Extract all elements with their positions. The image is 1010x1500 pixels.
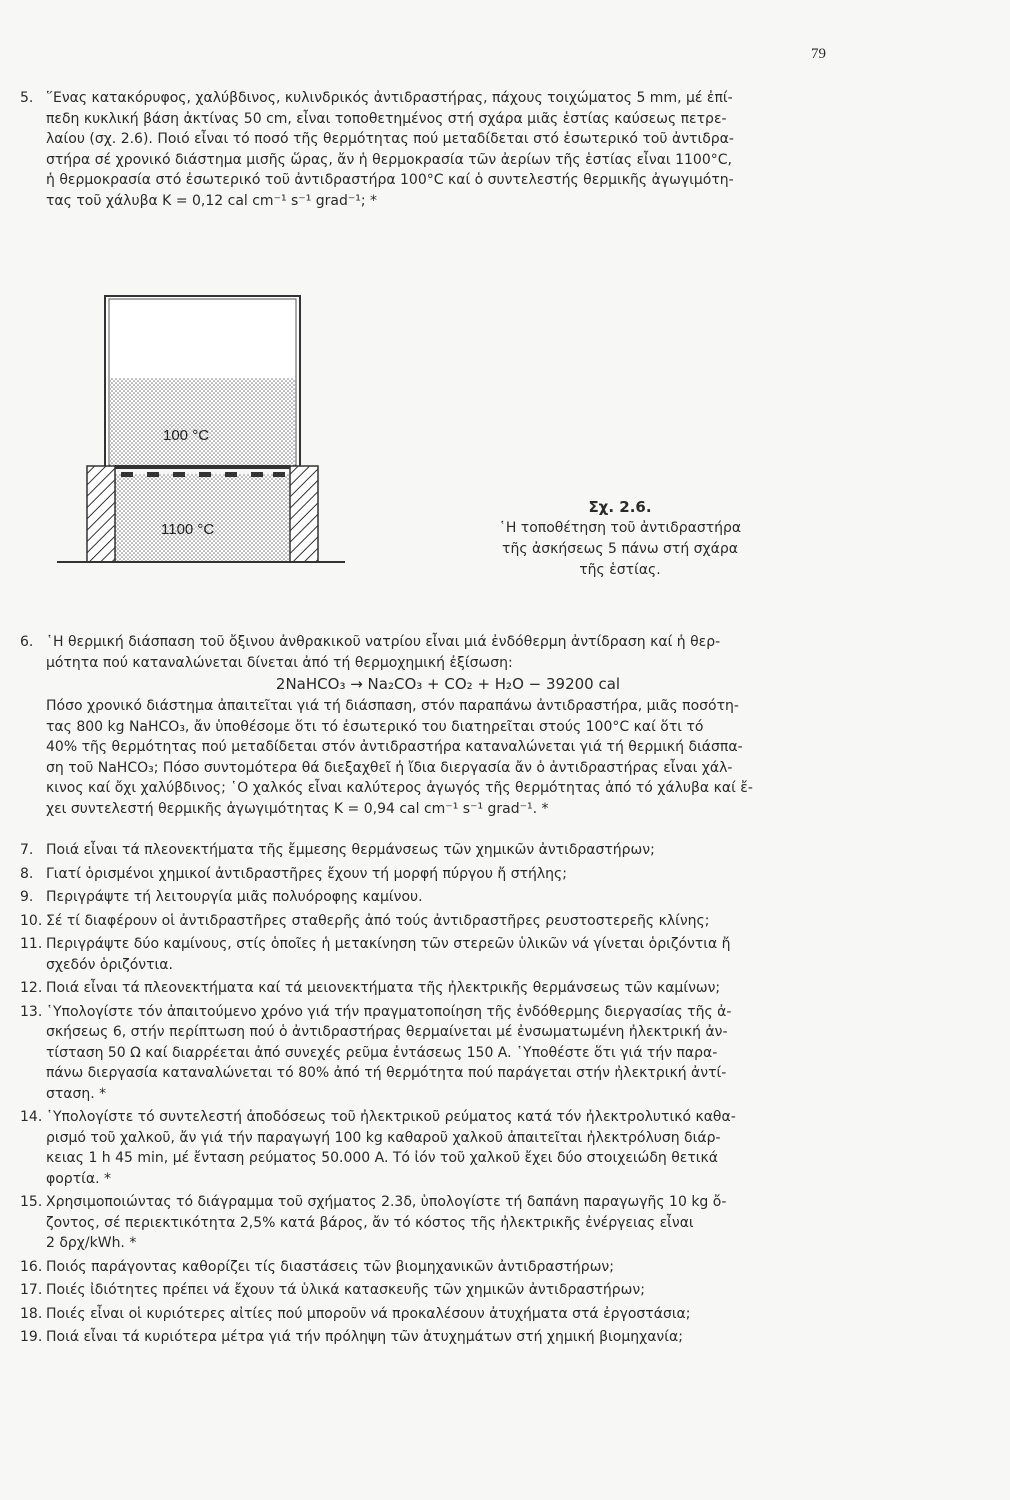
exercise-14 xyxy=(20,1107,850,1189)
furnace-gases xyxy=(115,474,290,562)
text-line: στήρα σέ χρονικό διάστημα μισῆς ὥρας, ἄν ἡ θερμοκρασία τῶν ἀερίων τῆς ἑστίας εἶναι 1100°C, xyxy=(46,151,732,168)
exercise-6 xyxy=(20,632,850,819)
exercise-number: 12. xyxy=(20,980,43,996)
text-line: ση τοῦ NaHCO₃; Πόσο συντομότερα θά διεξαχθεῖ ἡ ἴδια διεργασία ἄν ὁ ἀντιδραστήρας εἶναι χάλ- xyxy=(46,759,733,776)
exercise-number: 8. xyxy=(20,865,34,882)
text-line: κειας 1 h 45 min, μέ ἔνταση ρεύματος 50.000 A. Τό ἰόν τοῦ χαλκοῦ ἔχει δύο στοιχειώδη θετικά xyxy=(46,1150,719,1166)
text-line: τας τοῦ χάλυβα K = 0,12 cal cm⁻¹ s⁻¹ grad⁻¹; * xyxy=(46,192,378,209)
exercise-number: 10. xyxy=(20,912,43,929)
exercise-number: 6. xyxy=(20,634,34,650)
text-line: σχεδόν ὁριζόντια. xyxy=(46,956,173,973)
figure-caption-line: τῆς ἀσκήσεως 5 πάνω στή σχάρα xyxy=(502,541,738,557)
exercise-number: 18. xyxy=(20,1305,43,1322)
text-line: ρισμό τοῦ χαλκοῦ, ἄν γιά τήν παραγωγή 100 kg καθαροῦ χαλκοῦ ἀπαιτεῖται ἠλεκτρόλυση διάρ- xyxy=(46,1129,721,1146)
text-line: ῾Υπολογίστε τό συντελεστή ἀποδόσεως τοῦ ἠλεκτρικοῦ ρεύματος κατά τόν ἠλεκτρολυτικό καθα- xyxy=(46,1109,736,1125)
thermochemical-equation: 2NaHCO₃ → Na₂CO₃ + CO₂ + H₂O − 39200 cal xyxy=(275,675,621,693)
text-line: πάνω διεργασία καταναλώνεται τό 80% ἀπό τή θερμότητα πού παράγεται στήν ἠλεκτρική ἀντί- xyxy=(46,1065,727,1081)
figure-caption-line: τῆς ἑστίας. xyxy=(579,562,661,578)
inner-temperature-label: 100 °C xyxy=(163,427,210,444)
text-line: ῞Ενας κατακόρυφος, χαλύβδινος, κυλινδρικός ἀντιδραστήρας, πάχους τοιχώματος 5 mm, μέ ἐπί- xyxy=(46,90,733,106)
text-line: Ποιά εἶναι τά πλεονεκτήματα καί τά μειονεκτήματα τῆς ἠλεκτρικῆς θερμάνσεως τῶν καμίνων; xyxy=(46,980,721,996)
text-line: ῾Η θερμική διάσπαση τοῦ ὄξινου ἀνθρακικοῦ νατρίου εἶναι μιά ἐνδόθερμη ἀντίδραση καί ἡ θερ- xyxy=(46,634,721,650)
text-line: Περιγράψτε δύο καμίνους, στίς ὁποῖες ἡ μετακίνηση τῶν στερεῶν ὑλικῶν νά γίνεται ὁριζόντια ἤ xyxy=(46,936,731,952)
text-line: κινος καί ὄχι χαλύβδινος; ῾Ο χαλκός εἶναι καλύτερος ἀγωγός τῆς θερμότητας ἀπό τό χάλυβα καί ἔ- xyxy=(46,780,753,796)
exercise-19 xyxy=(20,1327,850,1348)
exercise-number: 15. xyxy=(20,1194,43,1210)
exercise-17 xyxy=(20,1280,850,1301)
figure-caption-line: ῾Η τοποθέτηση τοῦ ἀντιδραστήρα xyxy=(498,520,742,536)
text-line: τίσταση 50 Ω καί διαρρέεται ἀπό συνεχές ρεῦμα ἐντάσεως 150 A. ῾Υποθέστε ὅτι γιά τήν παρα- xyxy=(46,1044,718,1061)
text-line: σταση. * xyxy=(46,1085,107,1102)
exercise-10 xyxy=(20,911,850,932)
text-line: Γιατί ὁρισμένοι χημικοί ἀντιδραστῆρες ἔχουν τή μορφή πύργου ἤ στήλης; xyxy=(46,865,567,882)
exercise-number: 11. xyxy=(20,936,43,952)
outer-temperature-label: 1100 °C xyxy=(161,521,215,538)
exercise-number: 17. xyxy=(20,1282,43,1298)
exercise-16 xyxy=(20,1257,850,1278)
page-number: 79 xyxy=(811,46,826,62)
exercise-12 xyxy=(20,978,850,999)
exercise-number: 19. xyxy=(20,1329,43,1345)
exercise-7 xyxy=(20,840,850,861)
text-line: 2 δρχ/kWh. * xyxy=(46,1235,137,1251)
exercise-number: 7. xyxy=(20,842,34,858)
exercise-number: 14. xyxy=(20,1109,43,1125)
figure-caption xyxy=(440,497,800,581)
text-line: Σέ τί διαφέρουν οἱ ἀντιδραστῆρες σταθερῆς ἀπό τούς ἀντιδραστῆρες ρευστοστερεῆς κλίνης; xyxy=(46,912,710,929)
text-line: Ποιός παράγοντας καθορίζει τίς διαστάσεις τῶν βιομηχανικῶν ἀντιδραστήρων; xyxy=(46,1258,614,1275)
text-line: μότητα πού καταναλώνεται δίνεται ἀπό τή θερμοχημική ἐξίσωση: xyxy=(46,654,513,671)
text-line: Ποιές εἶναι οἱ κυριότερες αἰτίες πού μποροῦν νά προκαλέσουν ἀτυχήματα στά ἐργοστάσια; xyxy=(46,1305,691,1322)
exercise-13 xyxy=(20,1002,850,1105)
text-line: πεδη κυκλική βάση ἀκτίνας 50 cm, εἶναι τοποθετημένος στή σχάρα μιᾶς ἑστίας καύσεως πετρε- xyxy=(46,110,727,127)
reactor-diagram xyxy=(55,290,345,575)
figure-caption-title: Σχ. 2.6. xyxy=(588,498,652,516)
furnace-wall-left xyxy=(87,466,115,562)
text-line: ζοντος, σέ περιεκτικότητα 2,5% κατά βάρος, ἄν τό κόστος τῆς ἠλεκτρικῆς ἐνέργειας εἶναι xyxy=(46,1214,694,1231)
reactor-liquid xyxy=(110,378,295,466)
exercise-15 xyxy=(20,1192,850,1254)
exercise-9 xyxy=(20,887,850,908)
exercise-number: 9. xyxy=(20,889,34,905)
text-line: τας 800 kg NaHCO₃, ἄν ὑποθέσομε ὅτι τό ἐσωτερικό του διατηρεῖται στούς 100°C καί ὅτι τό xyxy=(46,718,704,735)
exercise-number: 16. xyxy=(20,1258,43,1275)
exercise-18 xyxy=(20,1304,850,1325)
furnace-wall-right xyxy=(290,466,318,562)
text-line: Χρησιμοποιώντας τό διάγραμμα τοῦ σχήματος 2.3δ, ὑπολογίστε τή δαπάνη παραγωγῆς 10 kg ὄ- xyxy=(46,1194,727,1210)
text-line: λαίου (σχ. 2.6). Ποιό εἶναι τό ποσό τῆς θερμότητας πού μεταδίδεται στό ἐσωτερικό τοῦ ἀντιδρα- xyxy=(46,131,734,147)
text-line: Ποιά εἶναι τά πλεονεκτήματα τῆς ἔμμεσης θερμάνσεως τῶν χημικῶν ἀντιδραστήρων; xyxy=(46,842,655,858)
exercise-number: 13. xyxy=(20,1003,43,1020)
text-line: Περιγράψτε τή λειτουργία μιᾶς πολυόροφης καμίνου. xyxy=(46,889,423,905)
text-line: Ποιά εἶναι τά κυριότερα μέτρα γιά τήν πρόληψη τῶν ἀτυχημάτων στή χημική βιομηχανία; xyxy=(46,1329,683,1345)
exercise-5 xyxy=(20,88,850,211)
text-line: φορτία. * xyxy=(46,1170,111,1187)
text-line: σκήσεως 6, στήν περίπτωση πού ὁ ἀντιδραστήρας θερμαίνεται μέ ἐνσωματωμένη ἠλεκτρική ἀν- xyxy=(46,1024,728,1040)
text-line: 40% τῆς θερμότητας πού μεταδίδεται στόν ἀντιδραστήρα καταναλώνεται γιά τή θερμική διάσπα- xyxy=(46,739,743,755)
text-line: Πόσο χρονικό διάστημα ἀπαιτεῖται γιά τή διάσπαση, στόν παραπάνω ἀντιδραστήρα, μιᾶς ποσότη- xyxy=(46,698,739,714)
text-line: ῾Υπολογίστε τόν ἀπαιτούμενο χρόνο γιά τήν πραγματοποίηση τῆς ἐνδόθερμης διεργασίας τῆς ἀ- xyxy=(46,1003,732,1020)
exercise-8 xyxy=(20,864,850,885)
text-line: Ποιές ἰδιότητες πρέπει νά ἔχουν τά ὑλικά κατασκευῆς τῶν χημικῶν ἀντιδραστήρων; xyxy=(46,1282,645,1298)
exercise-11 xyxy=(20,934,850,975)
text-line: ἡ θερμοκρασία στό ἐσωτερικό τοῦ ἀντιδραστήρα 100°C καί ὁ συντελεστής θερμικῆς ἀγωγιμότη- xyxy=(46,172,734,188)
exercise-number: 5. xyxy=(20,90,34,106)
text-line: χει συντελεστή θερμικῆς ἀγωγιμότητας K = 0,94 cal cm⁻¹ s⁻¹ grad⁻¹. * xyxy=(46,800,549,817)
